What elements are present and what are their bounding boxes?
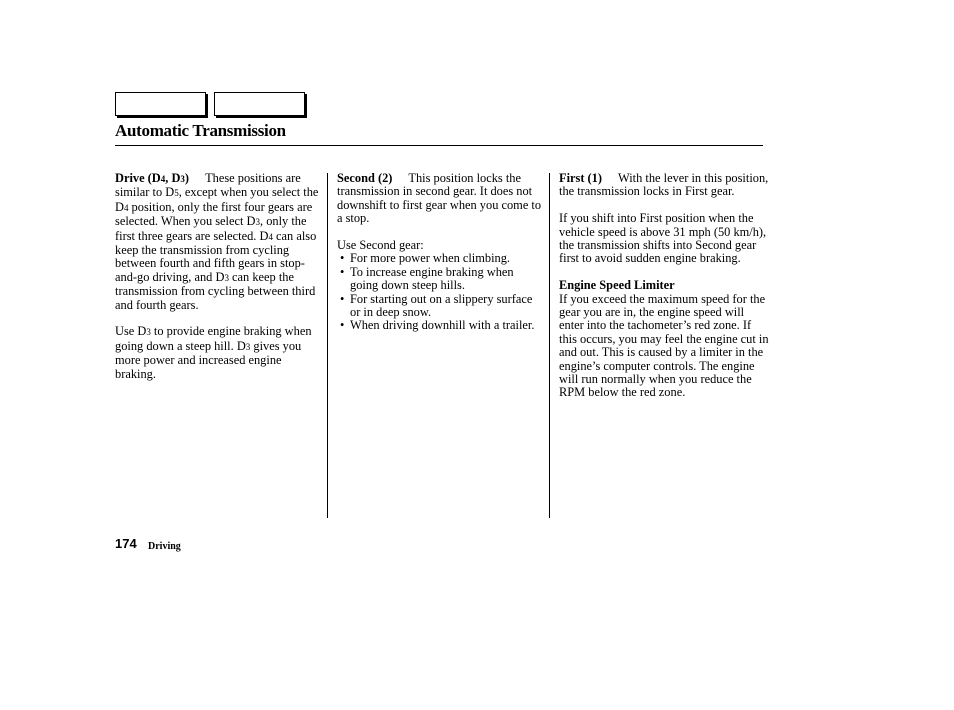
second-gear-list bbox=[337, 252, 542, 332]
engine-speed-limiter-heading: Engine Speed Limiter bbox=[559, 278, 675, 293]
title-rule bbox=[115, 145, 763, 146]
engine-speed-limiter-paragraph: If you exceed the maximum speed for the gear you are in, the engine speed will enter into the tachometer’s red zone. If this occurs, you may feel the engine cut in and out. This is caused by a limiter in the engine’s computer controls. The engine will run normally when you reduce the RPM below the red zone. bbox=[559, 291, 769, 400]
column-drive bbox=[115, 172, 321, 381]
drive-heading: Drive (D4, D3) bbox=[115, 171, 190, 185]
column-divider-1 bbox=[327, 173, 328, 518]
list-item: • For starting out on a slippery surface or in deep snow. bbox=[340, 291, 533, 320]
bullet-icon: • bbox=[340, 251, 345, 266]
column-second bbox=[337, 172, 542, 333]
list-item: • To increase engine braking when going down steep hills. bbox=[340, 264, 514, 293]
first-heading: First (1) bbox=[559, 171, 603, 185]
header-tab-box-2 bbox=[214, 92, 305, 116]
first-paragraph-1: First (1) With the lever in this position, the transmission locks in First gear. bbox=[559, 171, 769, 199]
second-list-intro: Use Second gear: bbox=[337, 238, 424, 253]
header-tab-box-1 bbox=[115, 92, 206, 116]
bullet-icon: • bbox=[340, 318, 345, 333]
drive-paragraph-1: Drive (D4, D3) These positions are similar to D5, except when you select the D4 position, only the first four gears are selected. When you select D3, only the first three gears are selected. D4 can also keep the transmission from cycling between fourth and fifth gears in stop-and-go driving, and D3 can keep the transmission from cycling between third and fourth gears. bbox=[115, 171, 319, 312]
column-divider-2 bbox=[549, 173, 550, 518]
list-item: • For more power when climbing. bbox=[340, 251, 511, 266]
second-paragraph-1: Second (2) This position locks the transmission in second gear. It does not downshift to first gear when you come to a stop. bbox=[337, 171, 542, 226]
section-label: Driving bbox=[148, 541, 181, 552]
page-number: 174 bbox=[115, 536, 137, 551]
page-title: Automatic Transmission bbox=[115, 121, 286, 140]
first-paragraph-2: If you shift into First position when the vehicle speed is above 31 mph (50 km/h), the transmission shifts into Second gear first to avoid sudden engine braking. bbox=[559, 211, 767, 266]
drive-paragraph-2: Use D3 to provide engine braking when going down a steep hill. D3 gives you more power and increased engine braking. bbox=[115, 324, 312, 381]
list-item: • When driving downhill with a trailer. bbox=[340, 318, 535, 333]
column-first bbox=[559, 172, 771, 400]
bullet-icon: • bbox=[340, 291, 345, 306]
bullet-icon: • bbox=[340, 264, 345, 279]
second-heading: Second (2) bbox=[337, 171, 393, 185]
